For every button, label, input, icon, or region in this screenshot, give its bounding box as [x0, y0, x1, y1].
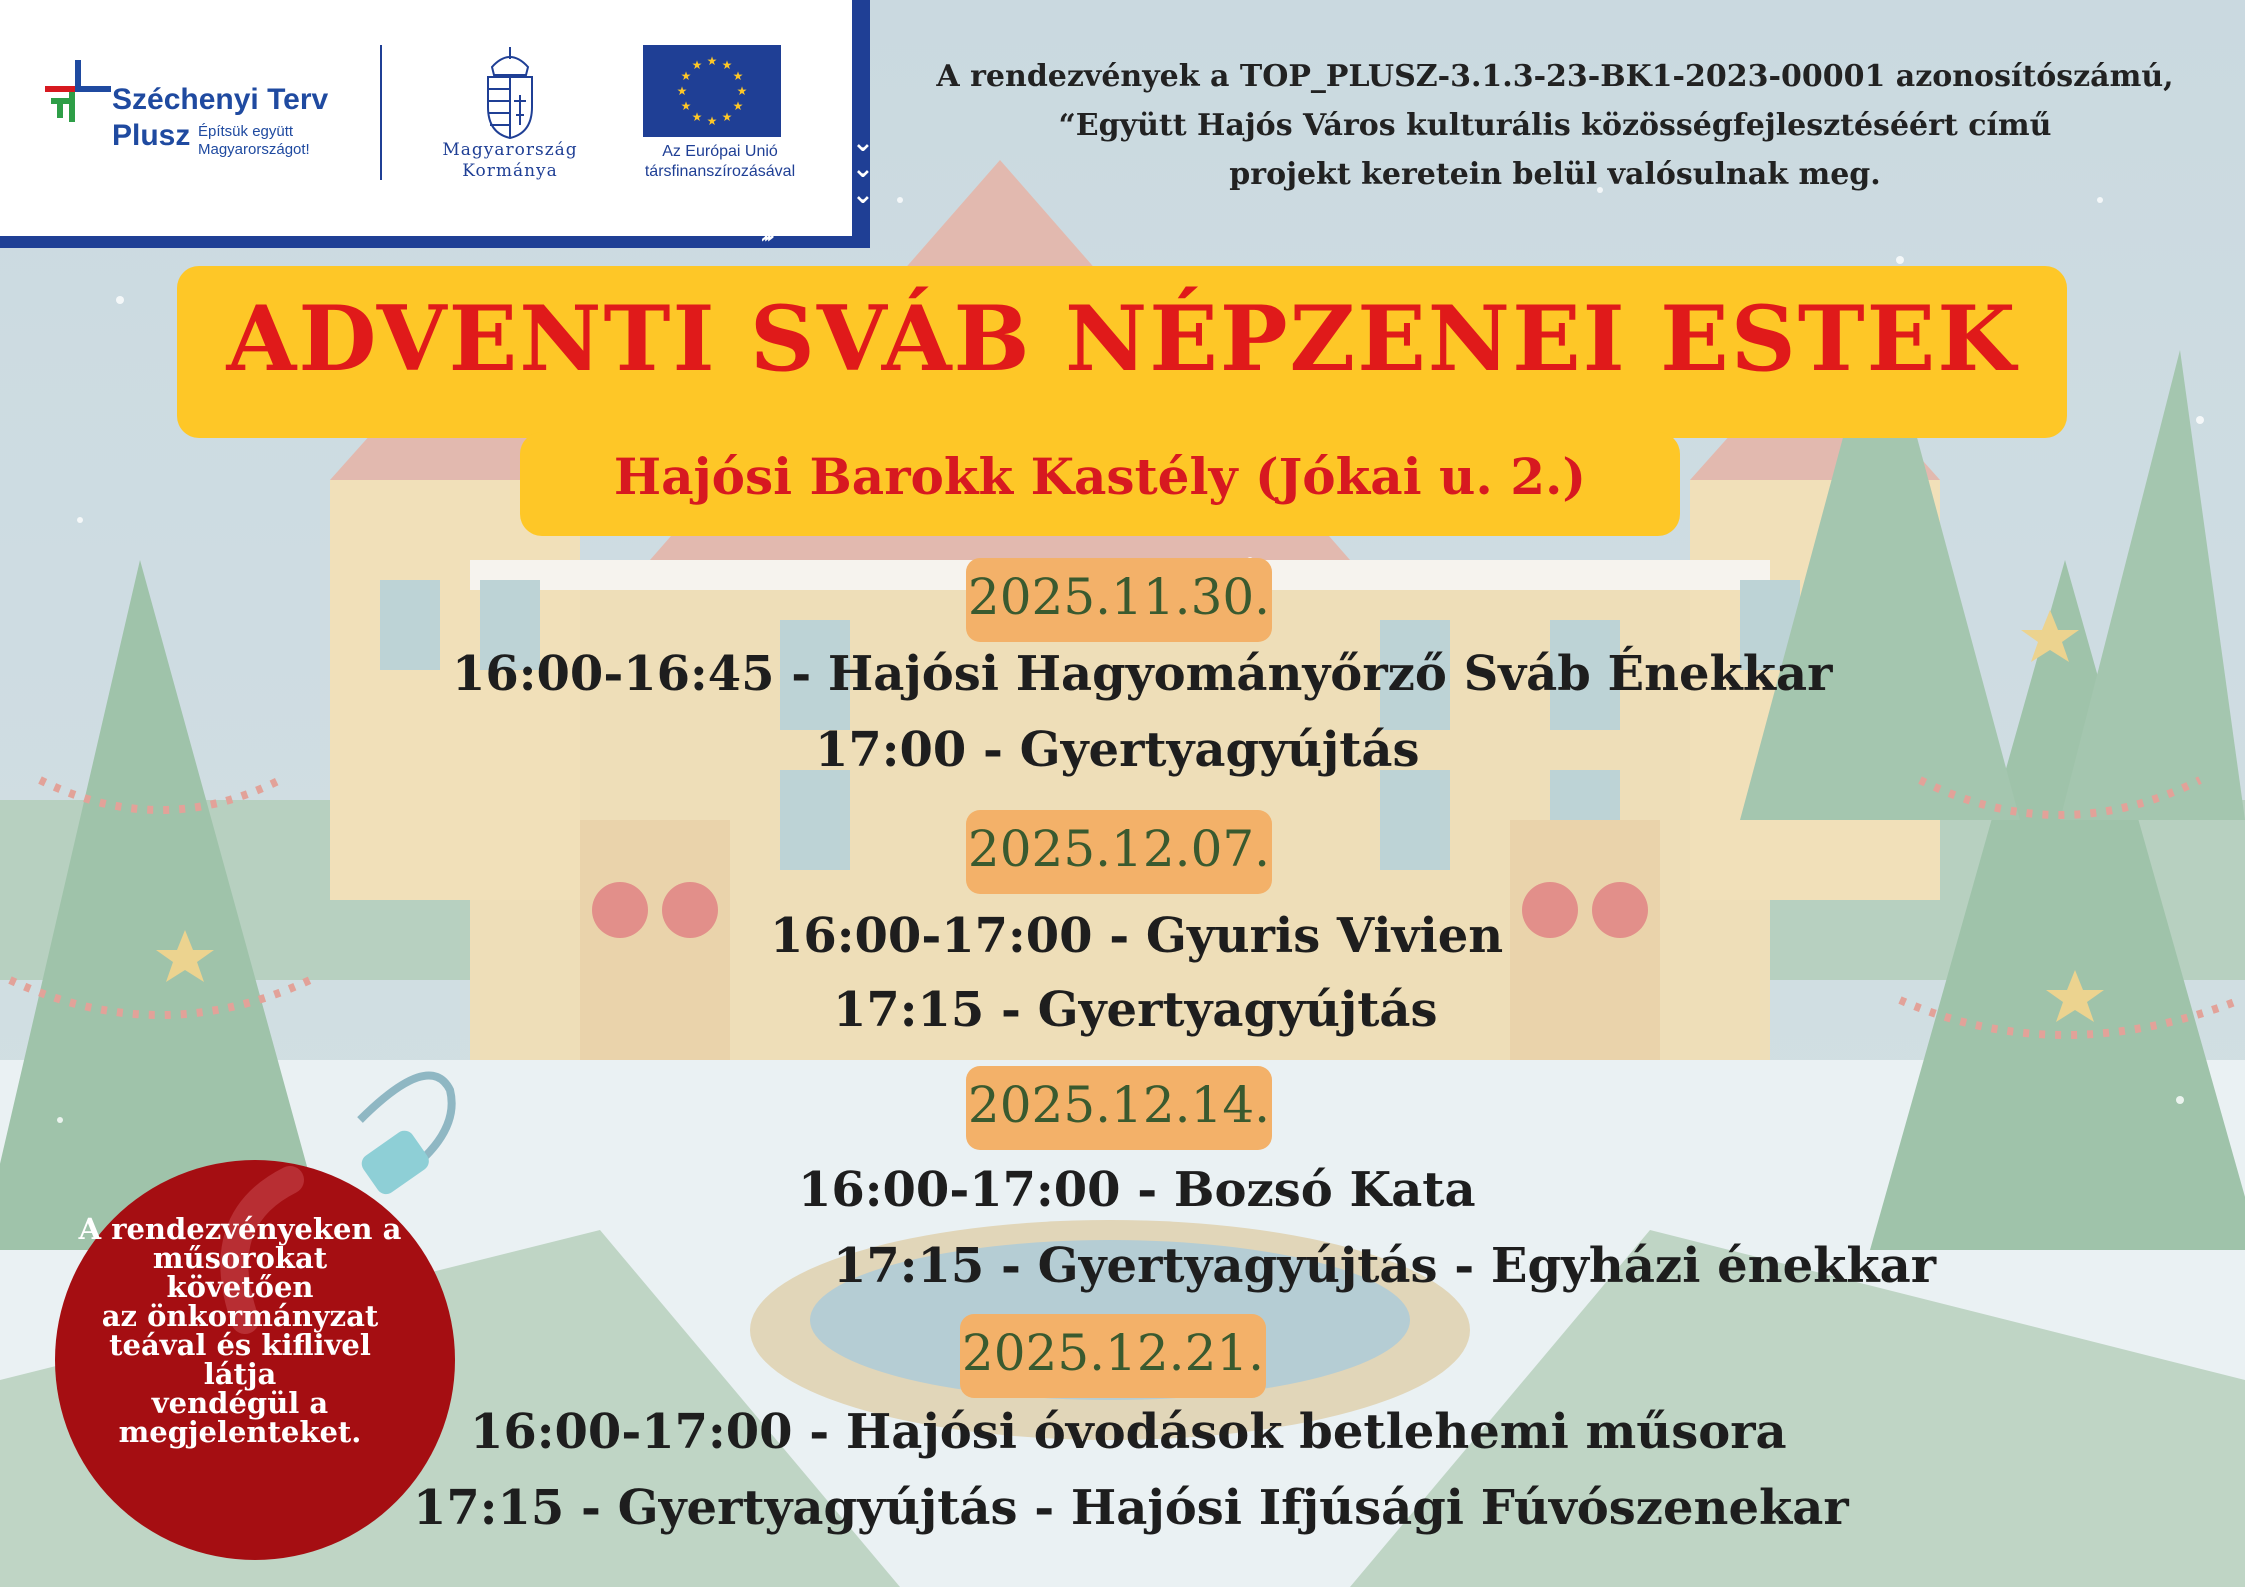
eu-logo [620, 40, 820, 190]
eu-flag-icon [643, 45, 781, 137]
event-date-3: 2025.12.14. [967, 1076, 1271, 1134]
logo-panel-edge [852, 0, 870, 248]
ornament-line: A rendezvényeken a [78, 1212, 402, 1246]
event-date-4: 2025.12.21. [961, 1324, 1265, 1382]
event-2-line2: 17:15 - Gyertyagyújtás [833, 982, 1438, 1038]
ornament-line: megjelenteket. [118, 1415, 362, 1449]
event-4-line1: 16:00-17:00 - Hajósi óvodások betlehemi műsora [470, 1404, 1787, 1460]
logo-panel [0, 0, 870, 248]
eu-star-icon: ★ [691, 109, 703, 124]
ornament-line: vendégül a [151, 1386, 329, 1420]
eu-star-icon: ★ [706, 54, 718, 68]
event-3-line2: 17:15 - Gyertyagyújtás - Egyházi énekkar [833, 1238, 1937, 1294]
szechenyi-plusz: Plusz [112, 119, 191, 152]
event-2-line1: 16:00-17:00 - Gyuris Vivien [770, 908, 1504, 964]
eu-star-icon: ★ [721, 109, 733, 124]
eu-line2: társfinanszírozásával [644, 163, 796, 180]
project-line1: A rendezvények a TOP_PLUSZ-3.1.3-23-BK1-2023-00001 azonosítószámú, [936, 59, 2174, 94]
logo-divider [380, 45, 382, 180]
government-line2: Kormánya [462, 161, 558, 181]
eu-star-icon: ★ [736, 84, 748, 98]
ornament-line: az önkormányzat [101, 1299, 379, 1333]
szechenyi-cross-icon [45, 60, 115, 130]
eu-star-icon: ★ [732, 69, 744, 83]
event-1-line2: 17:00 - Gyertyagyújtás [815, 722, 1420, 778]
venue-text: Hajósi Barokk Kastély (Jókai u. 2.) [613, 447, 1587, 506]
eu-star-icon: ★ [721, 58, 733, 73]
government-name [410, 140, 610, 182]
project-line2: “Együtt Hajós Város kulturális közösségfejlesztéséért című [1058, 108, 2052, 143]
project-line3: projekt keretein belül valósulnak meg. [1229, 157, 1881, 192]
event-3-line1: 16:00-17:00 - Bozsó Kata [798, 1162, 1476, 1218]
page-title: ADVENTI SVÁB NÉPZENEI ESTEK [226, 286, 2018, 392]
ornament-line: látja [203, 1357, 277, 1391]
hungarian-coat-of-arms-icon [480, 45, 540, 140]
government-logo [410, 40, 610, 190]
szechenyi-slogan: Építsük együtt Magyarországot! [198, 123, 310, 158]
chevron-right-icon: ››› [760, 224, 770, 249]
logo-panel-bottom-bar [0, 236, 870, 248]
eu-star-icon: ★ [691, 58, 703, 73]
eu-star-icon: ★ [680, 69, 692, 83]
event-1-line1: 16:00-16:45 - Hajósi Hagyományőrző Sváb Énekkar [452, 646, 1833, 702]
eu-star-icon: ★ [676, 84, 688, 98]
ornament-line: műsorokat [152, 1241, 328, 1275]
eu-line1: Az Európai Unió [662, 143, 778, 160]
ornament-line: teával és kiflivel [109, 1328, 371, 1362]
eu-star-icon: ★ [706, 114, 718, 128]
event-date-2: 2025.12.07. [967, 820, 1271, 878]
project-description [880, 52, 2230, 199]
government-line1: Magyarország [442, 140, 578, 160]
ornament-line: követően [166, 1270, 314, 1304]
szechenyi-terv-logo [40, 55, 370, 175]
eu-star-icon: ★ [680, 99, 692, 113]
event-date-1: 2025.11.30. [967, 568, 1271, 626]
eu-star-icon: ★ [732, 99, 744, 113]
szechenyi-title: Széchenyi Terv [112, 83, 329, 116]
event-4-line2: 17:15 - Gyertyagyújtás - Hajósi Ifjúsági Fúvószenekar [413, 1480, 1849, 1536]
chevron-down-icon: ⌄ ⌄ ⌄ [852, 128, 868, 210]
eu-caption [620, 142, 820, 182]
ornament-text [55, 1212, 425, 1449]
